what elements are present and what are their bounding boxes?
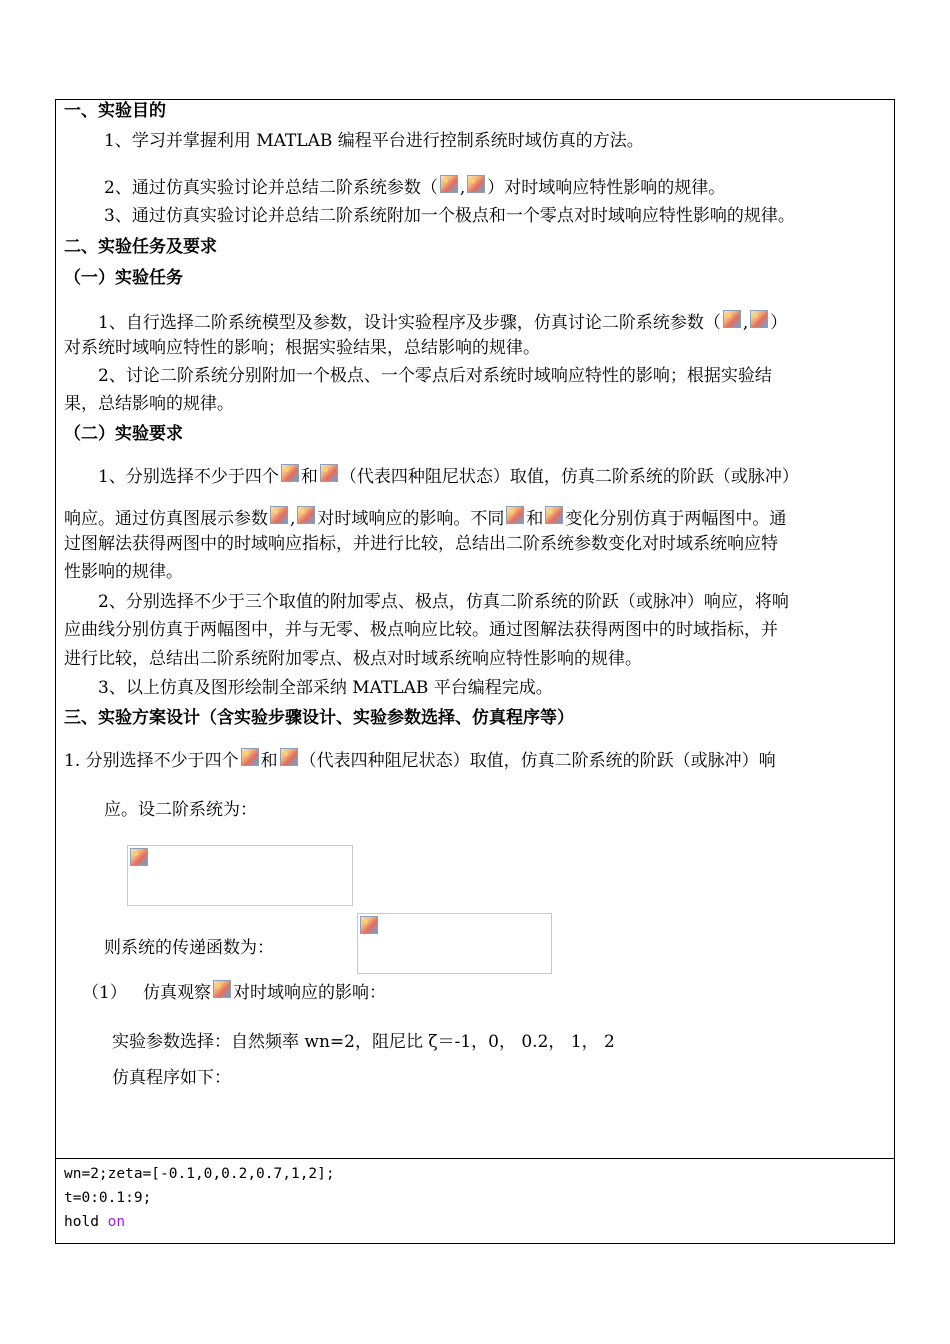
paragraph: 对系统时域响应特性的影响；根据实验结果，总结影响的规律。	[64, 338, 540, 358]
broken-image-icon	[544, 504, 564, 528]
paragraph: 过图解法获得两图中的时域响应指标，并进行比较，总结出二阶系统参数变化对时域系统响应特	[64, 534, 778, 554]
paragraph: 进行比较，总结出二阶系统附加零点、极点对时域系统响应特性影响的规律。	[64, 649, 642, 669]
paragraph: 2、分别选择不少于三个取值的附加零点、极点，仿真二阶系统的阶跃（或脉冲）响应，将响	[98, 592, 789, 612]
paragraph: 1、学习并掌握利用 MATLAB 编程平台进行控制系统时域仿真的方法。	[104, 131, 644, 151]
code-line: hold on	[64, 1214, 126, 1230]
broken-image-icon	[280, 462, 300, 486]
section-title: 一、实验目的	[64, 101, 166, 121]
broken-image-icon	[722, 308, 742, 332]
broken-image-icon	[439, 173, 459, 197]
broken-image-icon	[319, 462, 339, 486]
broken-image-icon	[466, 173, 486, 197]
paragraph: 则系统的传递函数为：	[104, 938, 274, 958]
code-line: wn=2;zeta=[-0.1,0,0.2,0.7,1,2];	[64, 1166, 335, 1182]
paragraph: 实验参数选择：自然频率 wn=2，阻尼比 ζ＝-1，0， 0.2， 1， 2	[112, 1032, 615, 1052]
section-title: 三、实验方案设计（含实验步骤设计、实验参数选择、仿真程序等）	[64, 708, 574, 728]
paragraph: 仿真程序如下：	[112, 1068, 231, 1088]
broken-image-icon	[296, 504, 316, 528]
broken-image-icon	[279, 746, 299, 770]
keyword: on	[107, 1214, 126, 1230]
section-title: 二、实验任务及要求	[64, 237, 217, 257]
paragraph: 应曲线分别仿真于两幅图中，并与无零、极点响应比较。通过图解法获得两图中的时域指标，并	[64, 620, 778, 640]
paragraph: 2、通过仿真实验讨论并总结二阶系统参数（ , ）对时域响应特性影响的规律。	[104, 173, 725, 198]
equation-image-placeholder	[127, 845, 353, 906]
code-section-divider	[55, 1158, 895, 1159]
paragraph: 响应。通过仿真图展示参数 , 对时域响应的影响。不同 和 变化分别仿真于两幅图中。通	[64, 504, 786, 529]
broken-image-icon	[269, 504, 289, 528]
paragraph: 1、自行选择二阶系统模型及参数，设计实验程序及步骤，仿真讨论二阶系统参数（ , ）	[98, 308, 787, 333]
broken-image-icon	[129, 846, 149, 870]
paragraph: 1、分别选择不少于四个 和 （代表四种阻尼状态）取值，仿真二阶系统的阶跃（或脉冲）	[98, 462, 799, 487]
paragraph: 3、通过仿真实验讨论并总结二阶系统附加一个极点和一个零点对时域响应特性影响的规律。	[104, 206, 795, 226]
paragraph: 1. 分别选择不少于四个 和 （代表四种阻尼状态）取值，仿真二阶系统的阶跃（或脉冲）响	[64, 746, 776, 771]
paragraph: 性影响的规律。	[64, 562, 183, 582]
broken-image-icon	[240, 746, 260, 770]
paragraph: 2、讨论二阶系统分别附加一个极点、一个零点后对系统时域响应特性的影响；根据实验结	[98, 366, 772, 386]
subsection-title: （一）实验任务	[64, 268, 183, 288]
transfer-function-image-placeholder	[357, 913, 552, 974]
broken-image-icon	[749, 308, 769, 332]
paragraph: 3、以上仿真及图形绘制全部采纳 MATLAB 平台编程完成。	[98, 678, 553, 698]
broken-image-icon	[212, 978, 232, 1002]
code-line: t=0:0.1:9;	[64, 1190, 152, 1206]
broken-image-icon	[359, 914, 379, 938]
broken-image-icon	[505, 504, 525, 528]
subsection-title: （二）实验要求	[64, 424, 183, 444]
paragraph: 果，总结影响的规律。	[64, 394, 234, 414]
paragraph: 应。设二阶系统为：	[104, 800, 257, 820]
paragraph: （1） 仿真观察 对时域响应的影响：	[82, 978, 386, 1003]
